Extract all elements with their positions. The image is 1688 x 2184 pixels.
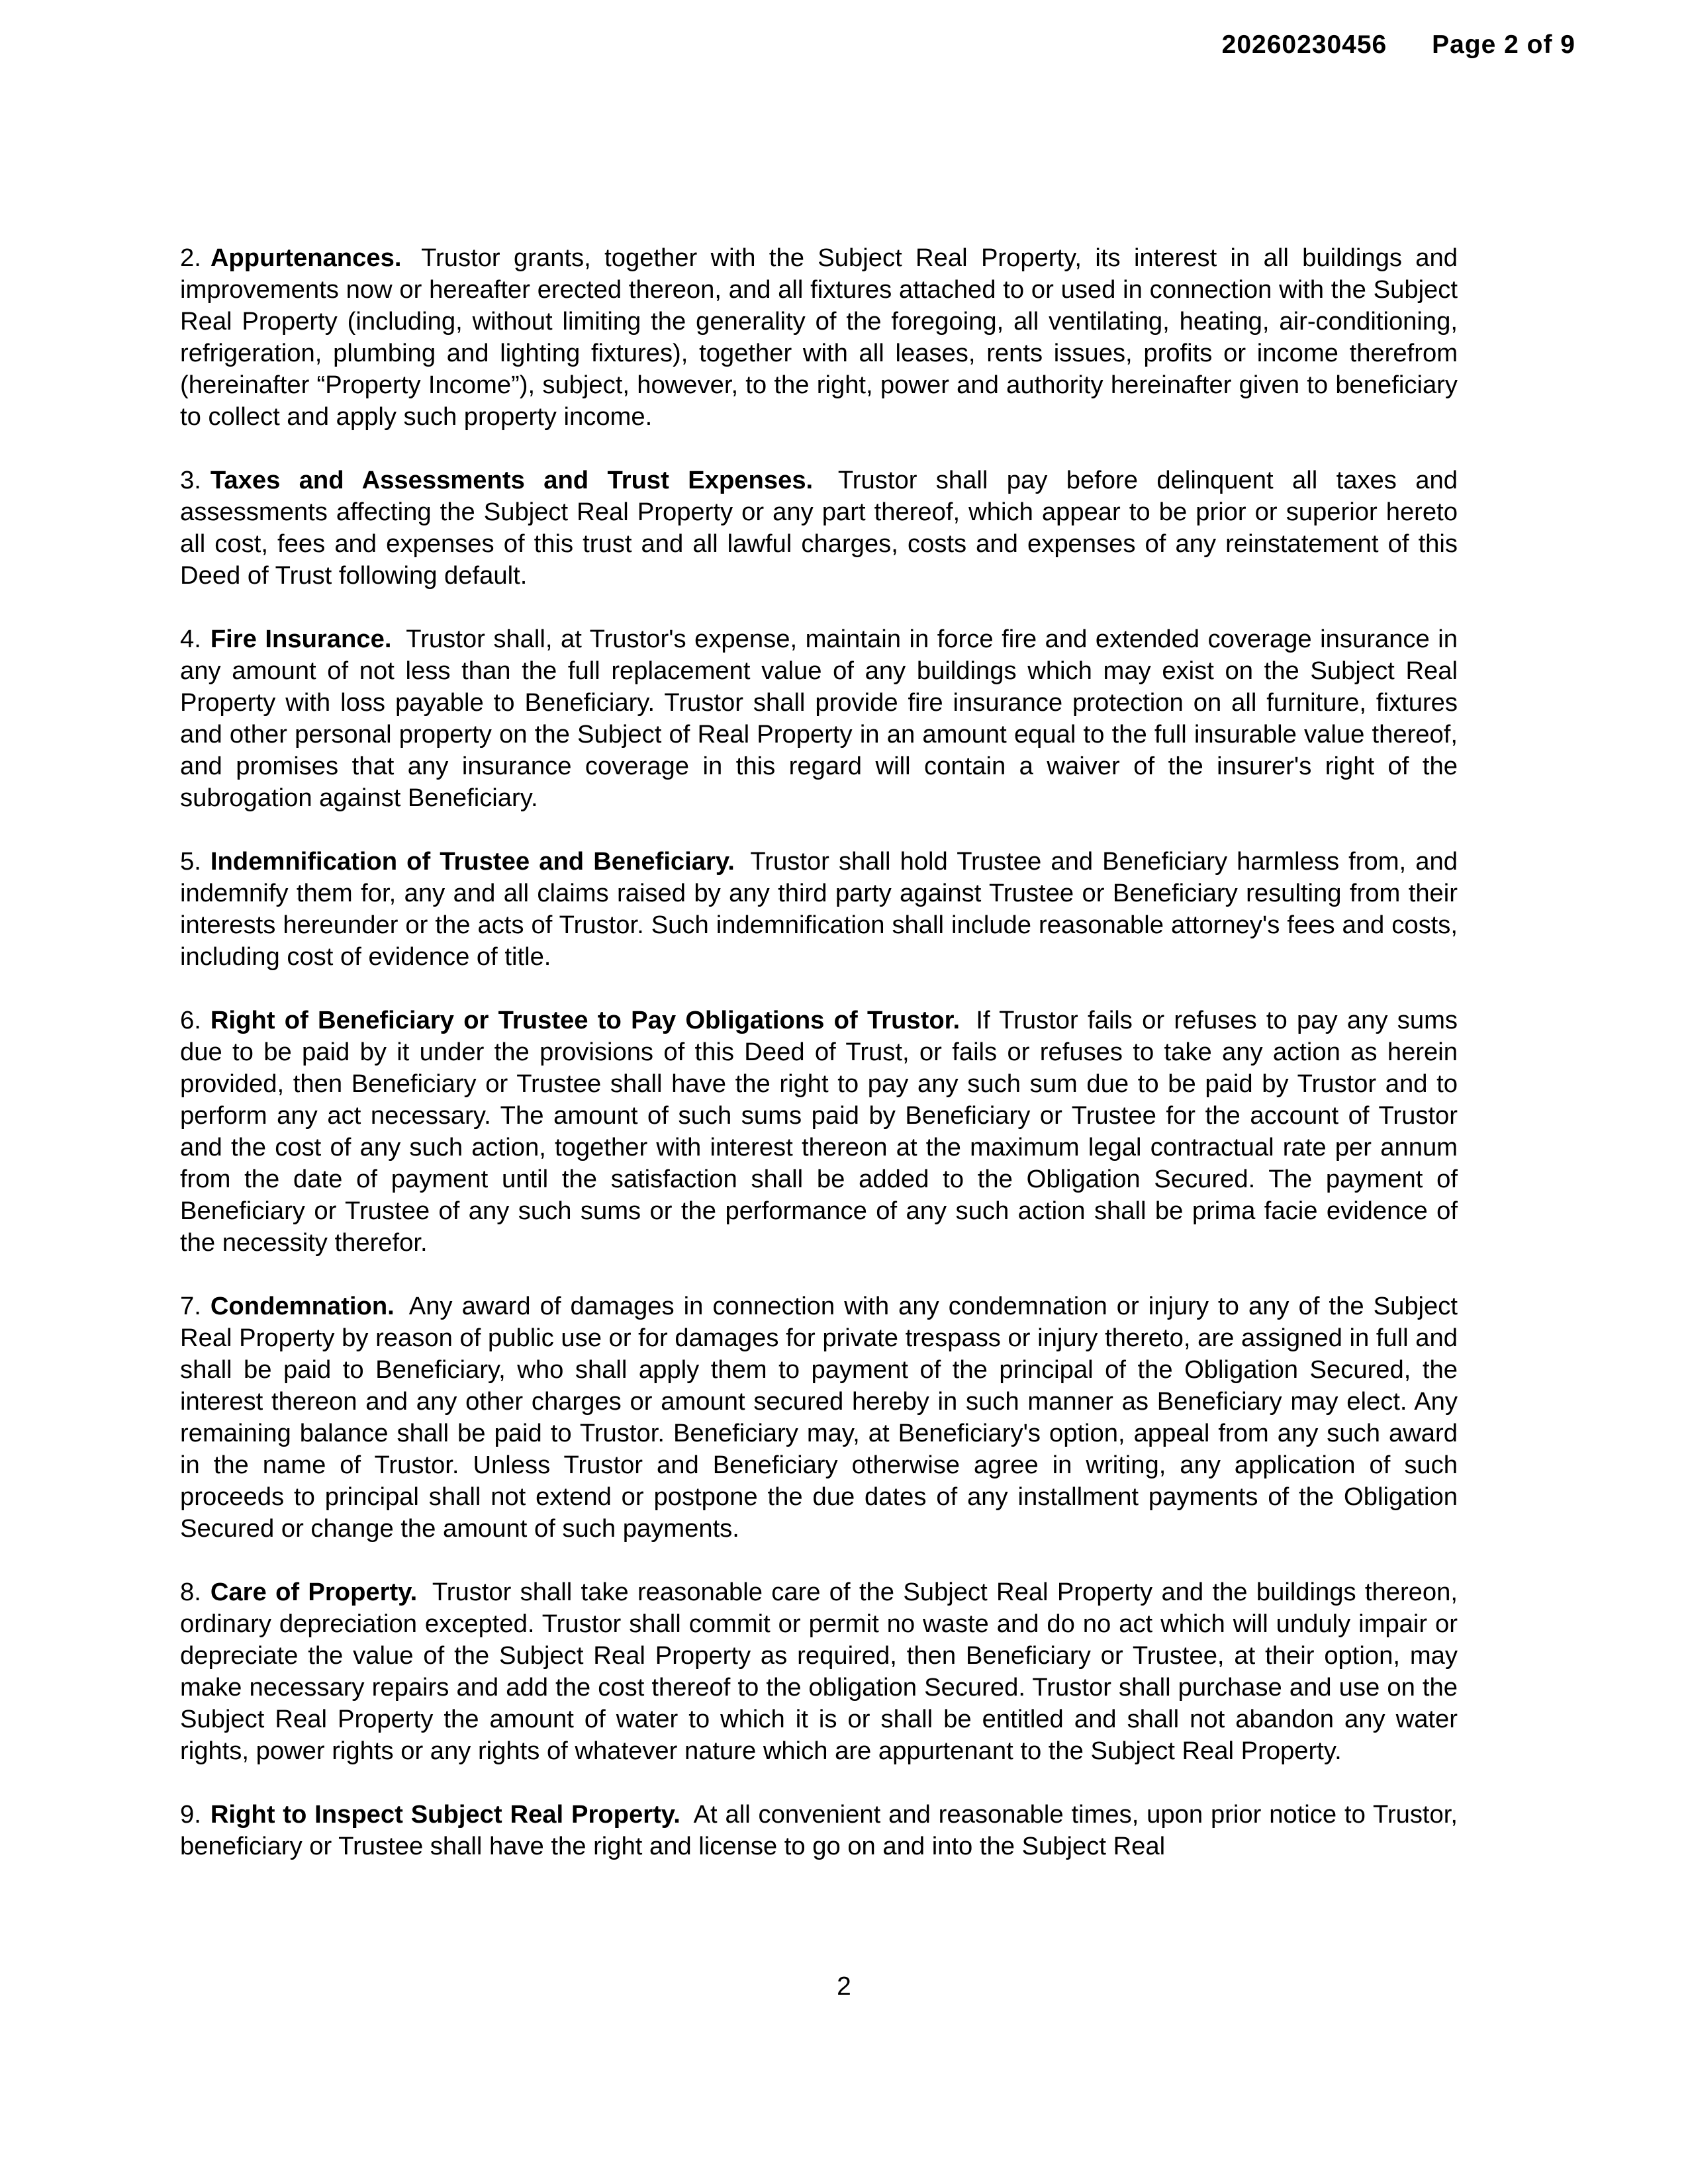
section-text: If Trustor fails or refuses to pay any sums due to be paid by it under the provisions of this Deed of Trust, or fails or refuses to take any action as herein provided, then Beneficiary or Trustee shall have the right to pay any such sum due to be paid by Trustor and to perform any act necessary. The amount of such sums paid by Beneficiary or Trustee for the account of Trustor and the cost of any such action, together with interest thereon at the maximum legal contractual rate per annum from the date of payment until the satisfaction shall be added to the Obligation Secured. The payment of Beneficiary or Trustee of any such sums or the performance of any such action shall be prima facie evidence of the necessity therefor. xyxy=(180,1006,1458,1257)
section-heading: Care of Property. xyxy=(210,1578,418,1606)
section-condemnation xyxy=(180,1291,1458,1545)
section-number: 8. xyxy=(180,1578,201,1606)
section-number: 4. xyxy=(180,625,201,653)
section-text: Any award of damages in connection with any condemnation or injury to any of the Subject Real Property by reason of public use or for damages for private trespass or injury thereto, are assigned in full and shall be paid to Beneficiary, who shall apply them to payment of the principal of the Obligation Secured, the interest thereon and any other charges or amount secured hereby in such manner as Beneficiary may elect. Any remaining balance shall be paid to Trustor. Beneficiary may, at Beneficiary's option, appeal from any such award in the name of Trustor. Unless Trustor and Beneficiary otherwise agree in writing, any application of such proceeds to principal shall not extend or postpone the due dates of any installment payments of the Obligation Secured or change the amount of such payments. xyxy=(180,1292,1458,1543)
section-text: Trustor shall, at Trustor's expense, maintain in force fire and extended coverage insurance in any amount of not less than the full replacement value of any buildings which may exist on the Subject Real Property with loss payable to Beneficiary. Trustor shall provide fire insurance protection on all furniture, fixtures and other personal property on the Subject of Real Property in an amount equal to the full insurable value thereof, and promises that any insurance coverage in this regard will contain a waiver of the insurer's right of the subrogation against Beneficiary. xyxy=(180,625,1458,812)
section-number: 5. xyxy=(180,847,201,876)
section-heading: Taxes and Assessments and Trust Expenses. xyxy=(210,466,814,494)
page-indicator: Page 2 of 9 xyxy=(1432,30,1575,59)
section-fire-insurance xyxy=(180,623,1458,814)
section-heading: Appurtenances. xyxy=(210,244,402,272)
section-heading: Right to Inspect Subject Real Property. xyxy=(210,1800,680,1829)
page-number: 2 xyxy=(837,1972,851,2001)
section-taxes-and-assessments xyxy=(180,465,1458,592)
section-number: 6. xyxy=(180,1006,201,1034)
section-text: Trustor shall hold Trustee and Beneficiary harmless from, and indemnify them for, any and all claims raised by any third party against Trustee or Beneficiary resulting from their interests hereunder or the acts of Trustor. Such indemnification shall include reasonable attorney's fees and costs, including cost of evidence of title. xyxy=(180,847,1458,971)
section-right-to-inspect xyxy=(180,1799,1458,1862)
section-care-of-property xyxy=(180,1576,1458,1767)
document-body xyxy=(180,242,1458,1894)
section-text: Trustor grants, together with the Subject Real Property, its interest in all buildings and improvements now or hereafter erected thereon, and all fixtures attached to or used in connection with the Subject Real Property (including, without limiting the generality of the foregoing, all ventilating, heating, air-conditioning, refrigeration, plumbing and lighting fixtures), together with all leases, rents issues, profits or income therefrom (hereinafter “Property Income”), subject, however, to the right, power and authority hereinafter given to beneficiary to collect and apply such property income. xyxy=(180,244,1458,431)
section-heading: Fire Insurance. xyxy=(210,625,392,653)
document-number: 20260230456 xyxy=(1221,30,1387,59)
section-heading: Condemnation. xyxy=(210,1292,395,1320)
section-number: 3. xyxy=(180,466,201,494)
section-text: Trustor shall take reasonable care of the Subject Real Property and the buildings thereon, ordinary depreciation excepted. Trustor shall commit or permit no waste and do no act which will unduly impair or depreciate the value of the Subject Real Property as required, then Beneficiary or Trustee, at their option, may make necessary repairs and add the cost thereof to the obligation Secured. Trustor shall purchase and use on the Subject Real Property the amount of water to which it is or shall be entitled and shall not abandon any water rights, power rights or any rights of whatever nature which are appurtenant to the Subject Real Property. xyxy=(180,1578,1458,1765)
section-number: 7. xyxy=(180,1292,201,1320)
section-right-to-pay-obligations xyxy=(180,1005,1458,1259)
section-text: Trustor shall pay before delinquent all taxes and assessments affecting the Subject Real Property or any part thereof, which appear to be prior or superior hereto all cost, fees and expenses of this trust and all lawful charges, costs and expenses of any reinstatement of this Deed of Trust following default. xyxy=(180,466,1458,590)
document-header xyxy=(1222,30,1575,60)
section-indemnification xyxy=(180,846,1458,973)
section-text: At all convenient and reasonable times, upon prior notice to Trustor, beneficiary or Trustee shall have the right and license to go on and into the Subject Real xyxy=(180,1800,1458,1860)
section-heading: Right of Beneficiary or Trustee to Pay Obligations of Trustor. xyxy=(210,1006,961,1034)
section-number: 2. xyxy=(180,244,201,272)
section-appurtenances xyxy=(180,242,1458,433)
section-heading: Indemnification of Trustee and Beneficiary. xyxy=(210,847,735,876)
section-number: 9. xyxy=(180,1800,201,1829)
